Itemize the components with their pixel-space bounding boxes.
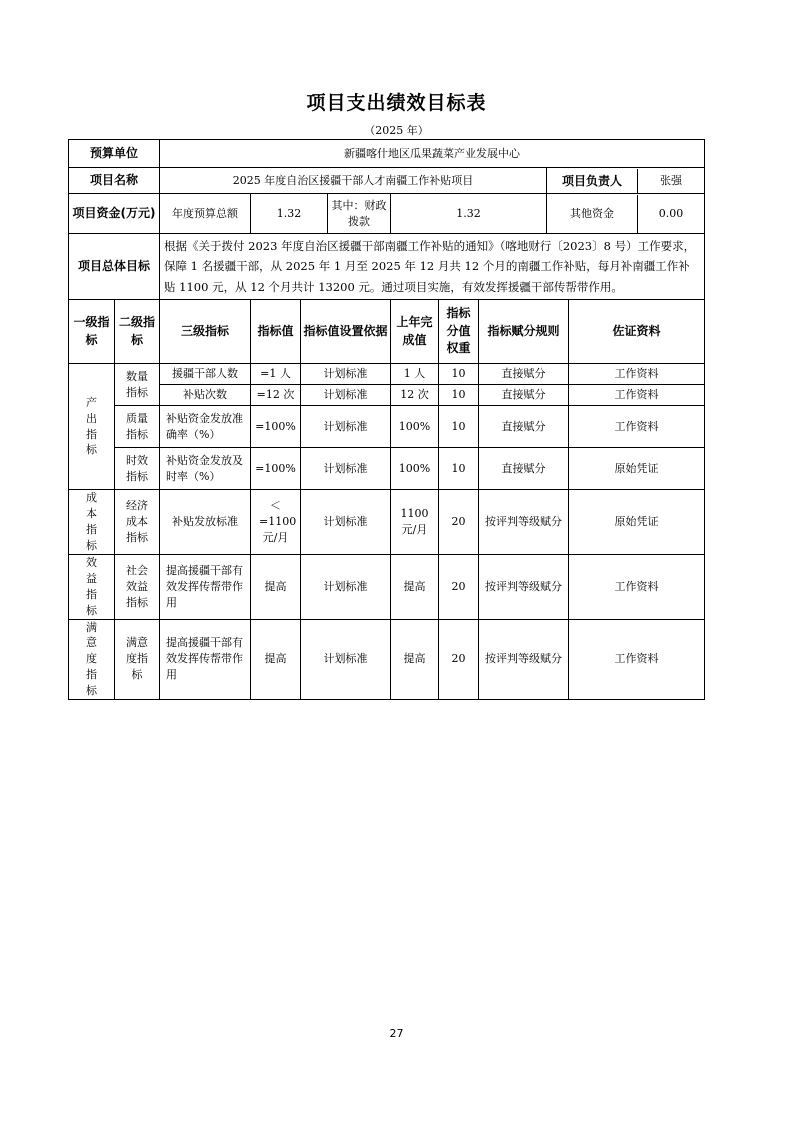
header-row — [69, 300, 705, 364]
basis-cell: 计划标准 — [301, 490, 391, 555]
l2-cell: 时效指标 — [115, 448, 160, 490]
header-weight: 指标分值权重 — [439, 300, 479, 364]
basis-cell: 计划标准 — [301, 448, 391, 490]
table-row — [69, 448, 705, 469]
header-value: 指标值 — [251, 300, 301, 364]
value-cell: =100% — [251, 448, 301, 490]
basis-cell: 计划标准 — [301, 364, 391, 385]
weight-cell: 10 — [439, 406, 479, 448]
basis-cell: 计划标准 — [301, 619, 391, 700]
last-cell: 12 次 — [391, 385, 439, 406]
header-rule: 指标赋分规则 — [479, 300, 569, 364]
l3-cell: 补贴发放标准 — [160, 490, 251, 555]
goal-row — [69, 234, 705, 300]
l3-cell: 提高援疆干部有效发挥传帮带作用 — [160, 554, 251, 619]
l2-cell: 质量指标 — [115, 406, 160, 448]
unit-row — [69, 140, 705, 168]
goal-label: 项目总体目标 — [69, 234, 160, 300]
basis-cell: 计划标准 — [301, 406, 391, 448]
rule-cell: 直接赋分 — [479, 364, 569, 385]
project-label: 项目名称 — [69, 168, 160, 194]
rule-cell: 按评判等级赋分 — [479, 490, 569, 555]
rule-cell: 直接赋分 — [479, 406, 569, 448]
value-cell: =1 人 — [251, 364, 301, 385]
table-row — [69, 364, 705, 385]
evidence-cell: 原始凭证 — [569, 448, 705, 490]
last-cell: 提高 — [391, 619, 439, 700]
header-basis: 指标值设置依据 — [301, 300, 391, 364]
year-label: （2025 年） — [364, 124, 429, 137]
last-cell: 1 人 — [391, 364, 439, 385]
basis-cell: 计划标准 — [301, 385, 391, 406]
table-row — [69, 554, 705, 619]
l3-cell: 补贴资金发放准确率（%） — [160, 406, 251, 448]
value-cell: 提高 — [251, 619, 301, 700]
project-row — [69, 168, 705, 194]
fiscal-label: 其中：财政拨款 — [328, 194, 391, 234]
rule-cell: 直接赋分 — [479, 385, 569, 406]
value-cell: =100% — [251, 406, 301, 448]
annual-label: 年度预算总额 — [160, 194, 251, 234]
other-value: 0.00 — [658, 206, 684, 220]
funds-row — [69, 194, 705, 234]
basis-cell: 计划标准 — [301, 554, 391, 619]
table-row — [69, 385, 705, 406]
evidence-cell: 工作资料 — [569, 619, 705, 700]
group-output: 产出指标 — [69, 364, 115, 490]
l2-cell: 社会效益指标 — [115, 554, 160, 619]
weight-cell: 20 — [439, 554, 479, 619]
l3-cell: 补贴资金发放及时率（%） — [160, 448, 251, 490]
page-number: 27 — [389, 1027, 404, 1040]
rule-cell: 按评判等级赋分 — [479, 619, 569, 700]
l2-cell: 经济成本指标 — [115, 490, 160, 555]
evidence-cell: 工作资料 — [569, 406, 705, 448]
last-cell: 100% — [391, 448, 439, 490]
last-cell: 100% — [391, 406, 439, 448]
l3-cell: 补贴次数 — [160, 385, 251, 406]
group-satisfaction: 满意度指标 — [69, 619, 115, 700]
last-cell: 1100 元/月 — [391, 490, 439, 555]
weight-cell: 10 — [439, 448, 479, 490]
project-value: 2025 年度自治区援疆干部人才南疆工作补贴项目 — [160, 168, 547, 194]
goal-text: 根据《关于拨付 2023 年度自治区援疆干部南疆工作补贴的通知》（喀地财行〔2023〕8 号）工作要求，保障 1 名援疆干部，从 2025 年 1 月至 2025 年 12 月共 12 个月的南疆工作补贴，每月补南疆工作补贴 1100 元，从 12 个月共计 13200 元。通过项目实施，有效发挥援疆干部传帮带作用。 — [160, 234, 705, 300]
value-cell: =12 次 — [251, 385, 301, 406]
owner-label: 项目负责人 — [547, 169, 638, 193]
weight-cell: 20 — [439, 619, 479, 700]
weight-cell: 10 — [439, 385, 479, 406]
other-label: 其他资金 — [547, 195, 638, 233]
table-row — [69, 406, 705, 427]
rule-cell: 按评判等级赋分 — [479, 554, 569, 619]
page-title: 项目支出绩效目标表 — [306, 92, 487, 114]
evidence-cell: 工作资料 — [569, 385, 705, 406]
evidence-cell: 工作资料 — [569, 554, 705, 619]
evidence-cell: 原始凭证 — [569, 490, 705, 555]
table-row — [69, 619, 705, 700]
l2-cell: 满意度指标 — [115, 619, 160, 700]
evidence-cell: 工作资料 — [569, 364, 705, 385]
value-cell: 提高 — [251, 554, 301, 619]
header-l1: 一级指标 — [69, 300, 115, 364]
header-evidence: 佐证资料 — [569, 300, 705, 364]
fiscal-value: 1.32 — [391, 194, 547, 234]
weight-cell: 20 — [439, 490, 479, 555]
l2-cell: 数量指标 — [115, 364, 160, 406]
rule-cell: 直接赋分 — [479, 448, 569, 490]
performance-table — [68, 139, 705, 700]
funds-label: 项目资金(万元) — [69, 194, 160, 234]
group-cost: 成本指标 — [69, 490, 115, 555]
header-l3: 三级指标 — [160, 300, 251, 364]
annual-value: 1.32 — [251, 194, 328, 234]
l3-cell: 援疆干部人数 — [160, 364, 251, 385]
header-last: 上年完成值 — [391, 300, 439, 364]
unit-value: 新疆喀什地区瓜果蔬菜产业发展中心 — [160, 140, 705, 168]
value-cell: ＜=1100 元/月 — [251, 490, 301, 555]
weight-cell: 10 — [439, 364, 479, 385]
last-cell: 提高 — [391, 554, 439, 619]
group-benefit: 效益指标 — [69, 554, 115, 619]
owner-value: 张强 — [660, 173, 683, 187]
l3-cell: 提高援疆干部有效发挥传帮带作用 — [160, 619, 251, 700]
table-row — [69, 490, 705, 555]
unit-label: 预算单位 — [69, 140, 160, 168]
header-l2: 二级指标 — [115, 300, 160, 364]
